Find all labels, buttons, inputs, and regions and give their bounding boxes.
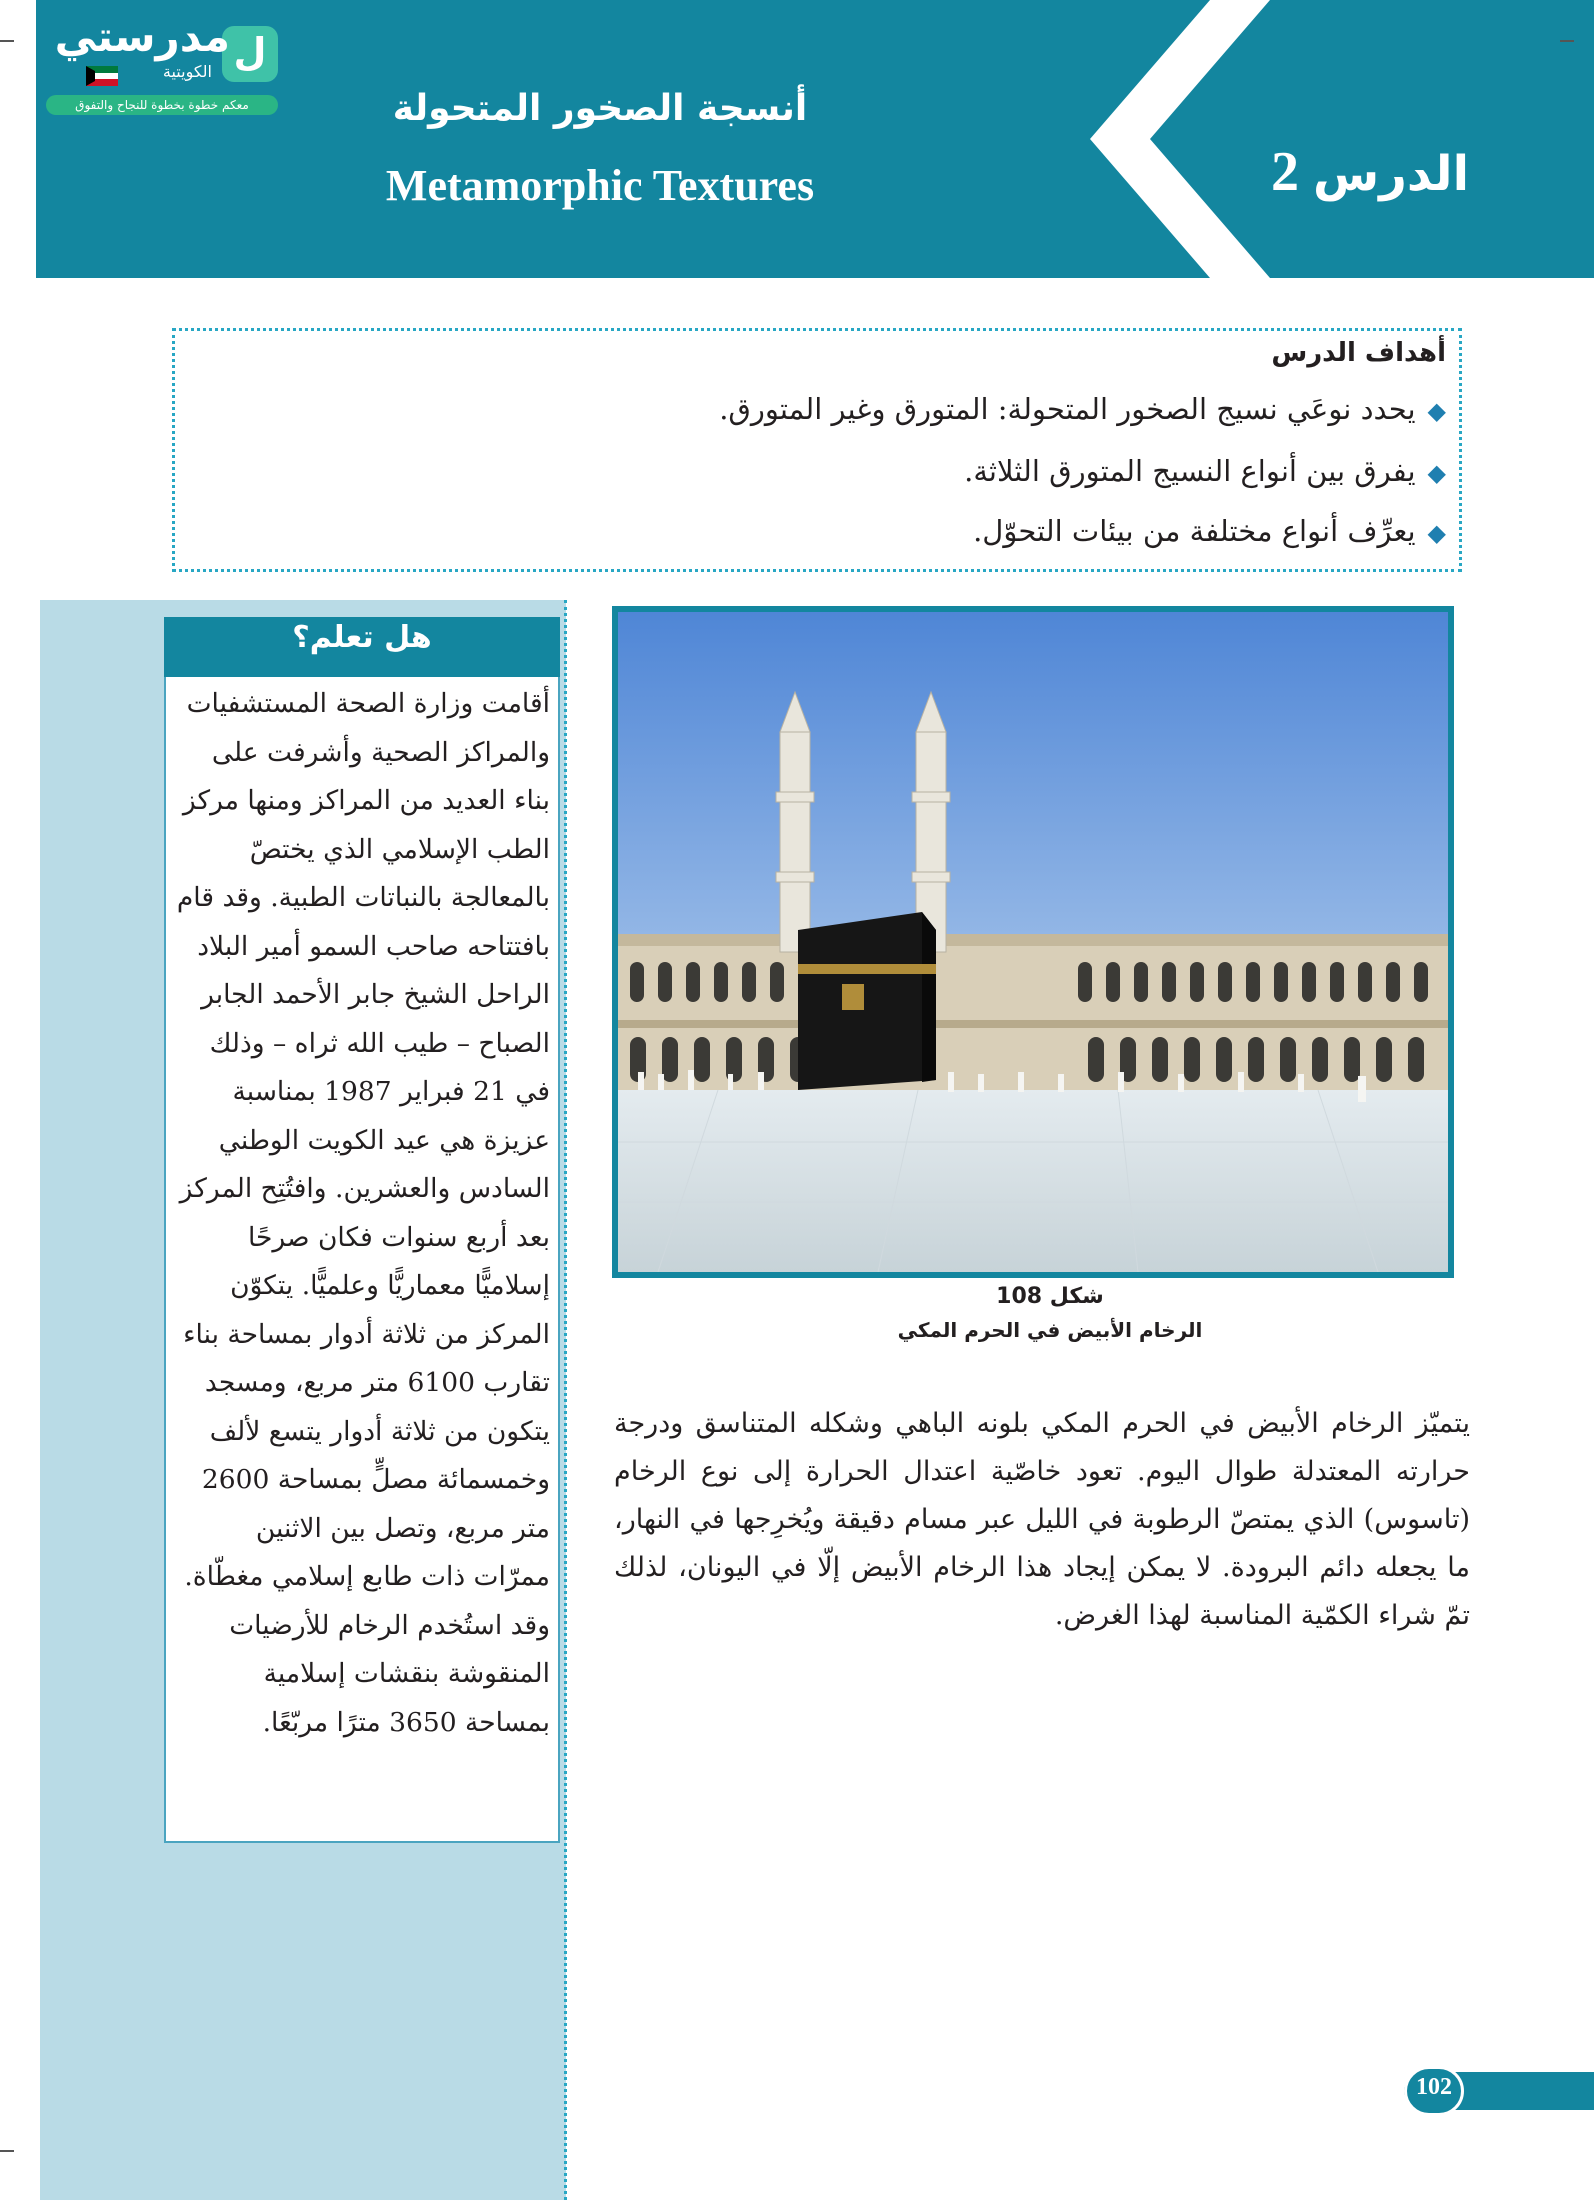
logo-name: مدرستي [54, 12, 230, 61]
logo-slogan: معكم خطوة بخطوة للنجاح والتفوق [46, 95, 278, 115]
logo-badge-letter: ل [233, 30, 267, 74]
lesson-title-arabic: أنسجة الصخور المتحولة [392, 88, 808, 129]
objective-text: يعرِّف أنواع مختلفة من بيئات التحوّل. [973, 514, 1416, 548]
did-you-know-text: أقامت وزارة الصحة المستشفيات والمراكز الصحية وأشرفت على بناء العديد من المراكز ومنها مركز الطب الإسلامي الذي يختصّ بالمعالجة بالنباتات الطبية. وقد قام بافتتاحه صاحب السمو أمير البلاد الراحل الشيخ جابر الأحمد الجابر الصباح – طيب الله ثراه – وذلك في 21 فبراير 1987 بمناسبة عزيزة هي عيد الكويت الوطني السادس والعشرين. وافتُتِح المركز بعد أربع سنوات فكان صرحًا إسلاميًّا معماريًّا وعلميًّا. يتكوّن المركز من ثلاثة أدوار بمساحة بناء تقارب 6100 متر مربع، ومسجد يتكون من ثلاثة أدوار يتسع لألف وخمسمائة مصلٍّ بمساحة 2600 متر مربع، وتصل بين الاثنين ممرّات ذات طابع إسلامي مغطّاة. وقد استُخدم الرخام للأرضيات المنقوشة بنقشات إسلامية بمساحة 3650 مترًا مربّعًا. [176, 688, 550, 1738]
header-chevron [1040, 0, 1300, 278]
lesson-number [1240, 140, 1500, 204]
bullet-icon: ◆ [1427, 519, 1446, 547]
figure-photo [612, 606, 1454, 1278]
objective-text: يحدد نوعَي نسيج الصخور المتحولة: المتورق وغير المتورق. [719, 392, 1416, 426]
kuwait-flag-icon [86, 66, 118, 86]
crop-mark [1560, 40, 1574, 42]
lesson-title-english: Metamorphic Textures [385, 161, 815, 210]
page-number: 102 [1416, 2074, 1452, 2100]
objective-text: يفرق بين أنواع النسيج المتورق الثلاثة. [964, 454, 1416, 488]
objective-item [300, 392, 1446, 426]
lesson-number-value: 2 [1270, 141, 1299, 203]
figure-number: شكل 108 [996, 1284, 1104, 1309]
lesson-label: الدرس [1312, 146, 1470, 202]
figure-caption: الرخام الأبيض في الحرم المكي [897, 1318, 1203, 1342]
objective-item [300, 454, 1446, 488]
sidebar-divider [564, 600, 567, 2200]
kaaba-photo-illustration [618, 612, 1448, 1272]
logo-subtitle: الكويتية [162, 62, 212, 81]
bullet-icon: ◆ [1427, 397, 1446, 425]
crop-mark [0, 2150, 14, 2152]
objective-item [300, 514, 1446, 548]
bullet-icon: ◆ [1427, 459, 1446, 487]
did-you-know-title: هل تعلم؟ [292, 620, 432, 655]
body-paragraph: يتميّز الرخام الأبيض في الحرم المكي بلونه الباهي وشكله المتناسق ودرجة حرارته المعتدلة طوال اليوم. تعود خاصّية اعتدال الحرارة إلى نوع الرخام (تاسوس) الذي يمتصّ الرطوبة في الليل عبر مسام دقيقة ويُخرِجها في النهار، ما يجعله دائم البرودة. لا يمكن إيجاد هذا الرخام الأبيض إلّا في اليونان، لذلك تمّ شراء الكمّية المناسبة لهذا الغرض. [614, 1408, 1470, 1631]
objectives-title: أهداف الدرس [1271, 338, 1446, 368]
crop-mark [0, 40, 14, 42]
